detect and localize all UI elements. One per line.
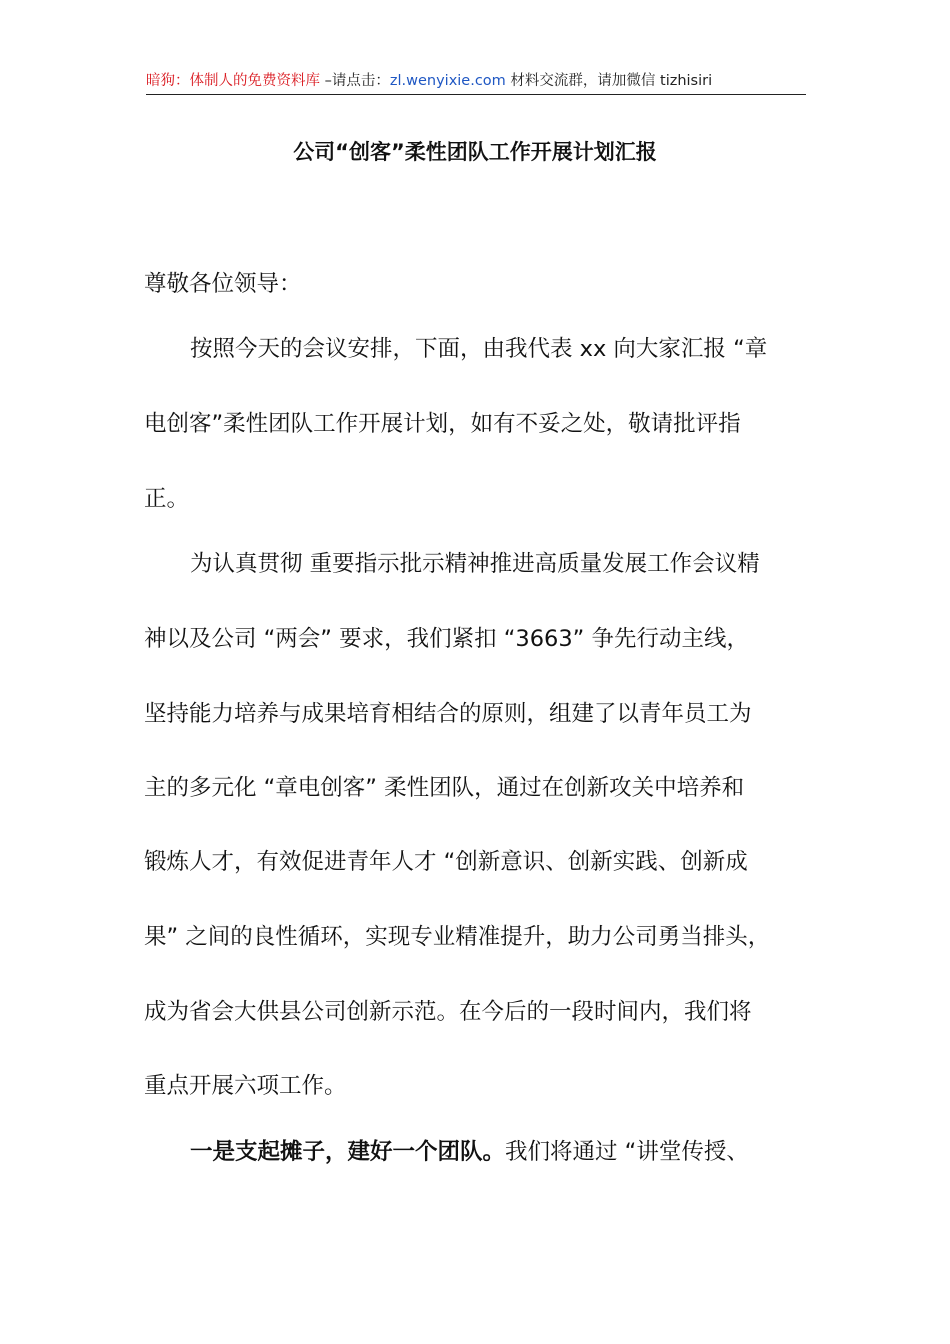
body-line: 正。 (144, 486, 190, 512)
body-line: 主的多元化 “章电创客” 柔性团队，通过在创新攻关中培养和 (144, 775, 745, 801)
body-line: 锻炼人才，有效促进青年人才 “创新意识、创新实践、创新成 (144, 849, 748, 875)
header-brand: 暗狗：体制人的免费资料库 (146, 73, 320, 89)
body-line: 坚持能力培养与成果培育相结合的原则，组建了以青年员工为 (144, 701, 752, 727)
body-line: 电创客”柔性团队工作开展计划，如有不妥之处，敬请批评指 (144, 411, 741, 437)
body-line: 重点开展六项工作。 (144, 1073, 347, 1099)
body-line: 成为省会大供县公司创新示范。在今后的一段时间内，我们将 (144, 999, 752, 1025)
point-one-heading: 一是支起摊子，建好一个团队。 (190, 1139, 506, 1165)
body-line: 为认真贯彻 重要指示批示精神推进高质量发展工作会议精 (190, 551, 760, 577)
point-one-text: 我们将通过 “讲堂传授、 (505, 1139, 749, 1165)
header-note: 材料交流群，请加微信 tizhisiri (505, 73, 713, 89)
point-one-line (190, 1132, 749, 1172)
header-prompt: –请点击： (320, 73, 390, 89)
page-header (146, 68, 806, 95)
body-line: 神以及公司 “两会” 要求，我们紧扣 “3663” 争先行动主线， (144, 626, 749, 652)
salutation: 尊敬各位领导： (144, 271, 302, 297)
header-link[interactable]: zl.wenyixie.com (389, 73, 506, 89)
body-line: 果” 之间的良性循环，实现专业精准提升，助力公司勇当排头， (144, 924, 771, 950)
body-line: 按照今天的会议安排，下面，由我代表 xx 向大家汇报 “章 (190, 336, 768, 362)
document-title: 公司“创客”柔性团队工作开展计划汇报 (293, 140, 657, 164)
